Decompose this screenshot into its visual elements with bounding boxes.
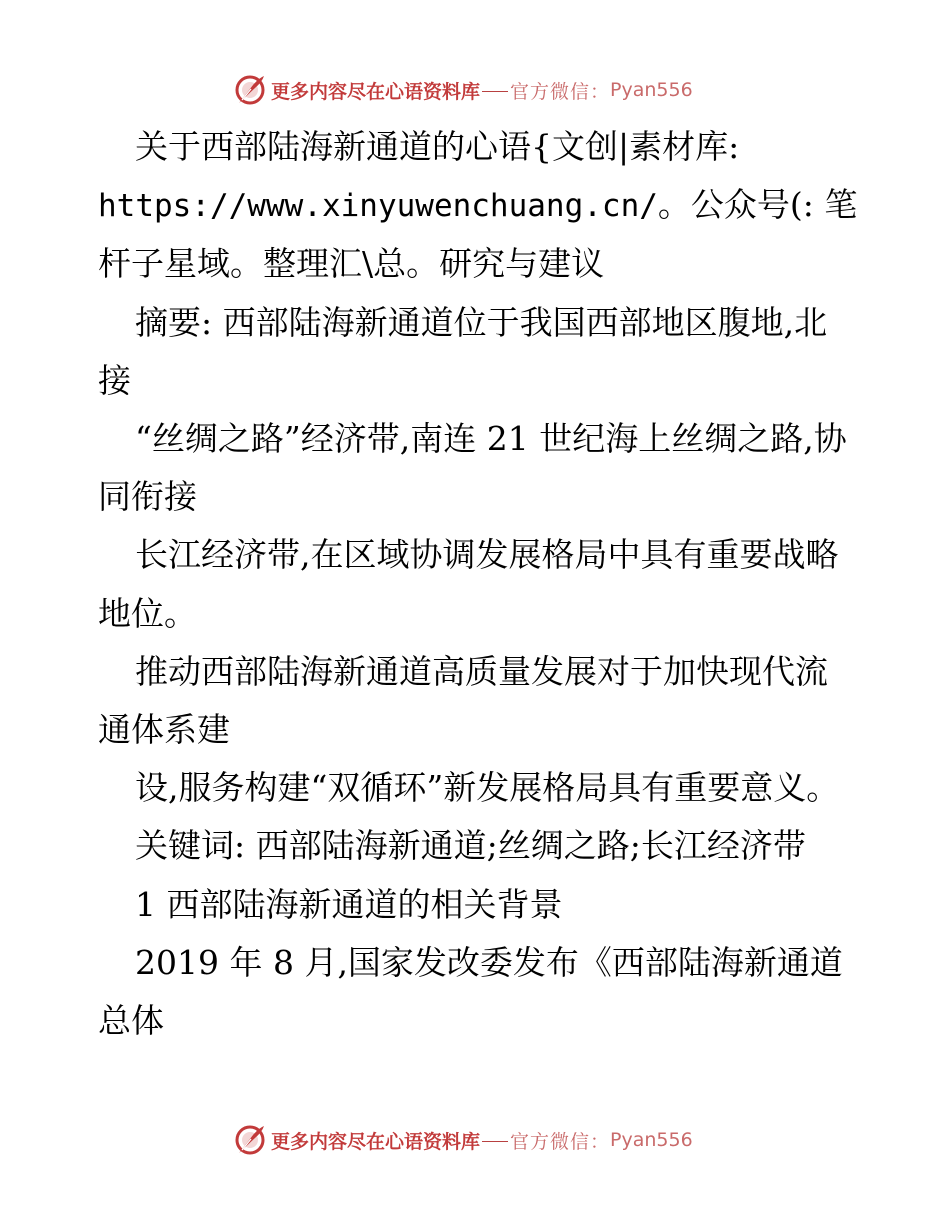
paragraph: 设,服务构建“双循环”新发展格局具有重要意义。 [135,768,840,808]
paragraph: 关于西部陆海新通道的心语{文创|素材库: [135,127,740,166]
paragraph: “丝绸之路”经济带,南连 21 世纪海上丝绸之路,协同衔接 [98,419,847,517]
url-text: https://www.xinyuwenchuang.cn/ [98,188,658,225]
watermark-main-text: 更多内容尽在心语资料库 [271,1130,481,1153]
watermark-secondary-text: 官方微信： [510,80,611,103]
section-heading: 1 西部陆海新通道的相关背景 [135,884,563,924]
watermark-dash [482,1141,508,1142]
header-watermark [233,72,693,108]
quill-logo-icon [233,73,267,107]
paragraph: 2019 年 8 月,国家发改委发布《西部陆海新通道总体 [98,942,843,1041]
quill-logo-icon [233,1123,267,1157]
watermark-wechat-id: Pyan556 [610,1129,693,1151]
paragraph: 摘要: 西部陆海新通道位于我国西部地区腹地,北接 [98,302,828,400]
document-body [98,118,858,1050]
watermark-main-text: 更多内容尽在心语资料库 [271,80,481,103]
paragraph-url [98,176,858,293]
paragraph: 长江经济带,在区域协调发展格局中具有重要战略地位。 [98,535,839,633]
paragraph: 推动西部陆海新通道高质量发展对于加快现代流通体系建 [98,651,828,750]
paragraph-rest: 。公众号(: 笔杆子星域。整理汇\总。研究与建议 [98,185,858,284]
paragraph: 关键词: 西部陆海新通道;丝绸之路;长江经济带 [135,826,806,866]
footer-watermark [233,1122,693,1158]
watermark-dash [482,91,508,92]
watermark-secondary-text: 官方微信： [510,1130,611,1153]
watermark-wechat-id: Pyan556 [610,79,693,101]
